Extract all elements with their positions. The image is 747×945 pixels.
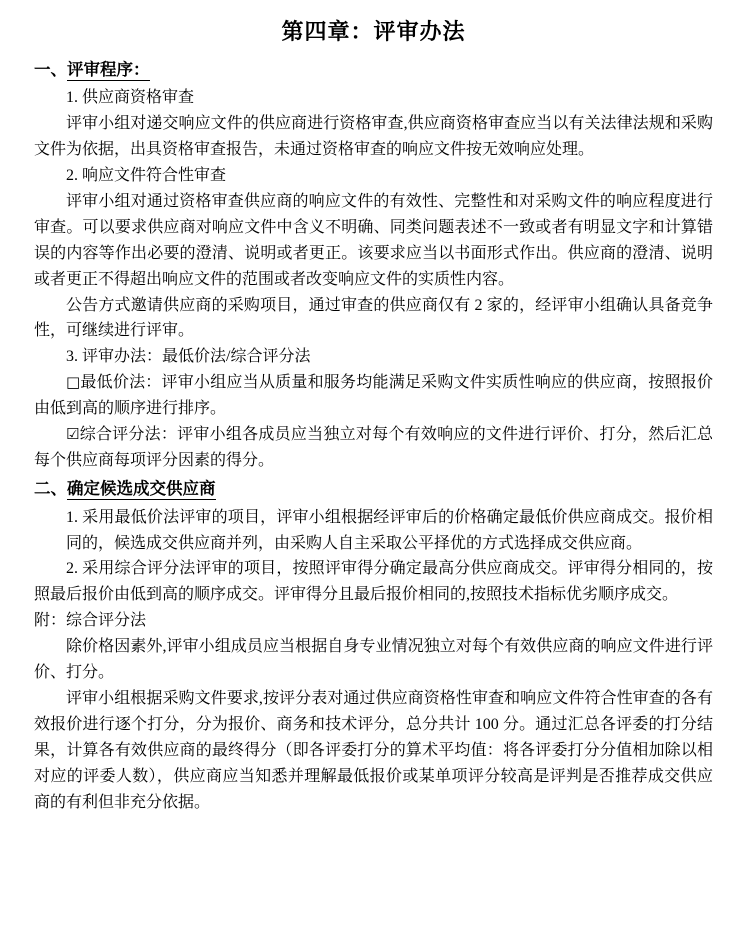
paragraph: 1. 采用最低价法评审的项目，评审小组根据经评审后的价格确定最低价供应商成交。报价相同的，候选成交供应商并列，由采购人自主采取公平择优的方式选择成交供应商。 bbox=[66, 508, 713, 552]
option-lowest-price bbox=[34, 370, 713, 422]
section-1-title: 评审程序： bbox=[67, 59, 150, 79]
paragraph: 评审小组对递交响应文件的供应商进行资格审查,供应商资格审查应当以有关法律法规和采购文件为依据，出具资格审查报告，未通过资格审查的响应文件按无效响应处理。 bbox=[34, 115, 713, 159]
paragraph: 公告方式邀请供应商的采购项目，通过审查的供应商仅有 2 家的，经评审小组确认具备竞争性，可继续进行评审。 bbox=[34, 296, 713, 340]
checkbox-checked-icon[interactable]: ☑ bbox=[66, 425, 80, 444]
paragraph: 除价格因素外,评审小组成员应当根据自身专业情况独立对每个有效供应商的响应文件进行评价、打分。 bbox=[34, 638, 713, 682]
option-lowest-price-text: 最低价法：评审小组应当从质量和服务均能满足采购文件实质性响应的供应商，按照报价由低到高的顺序进行排序。 bbox=[34, 374, 713, 418]
option-comprehensive-score bbox=[34, 422, 713, 474]
paragraph: 评审小组对通过资格审查供应商的响应文件的有效性、完整性和对采购文件的响应程度进行审查。可以要求供应商对响应文件中含义不明确、同类问题表述不一致或者有明显文字和计算错误的内容等作出必要的澄清、说明或者更正。该要求应当以书面形式作出。供应商的澄清、说明或者更正不得超出响应文件的范围或者改变响应文件的实质性内容。 bbox=[34, 192, 713, 288]
page-title: 第四章：评审办法 bbox=[281, 19, 466, 44]
paragraph: 评审小组根据采购文件要求,按评分表对通过供应商资格性审查和响应文件符合性审查的各有效报价进行逐个打分，分为报价、商务和技术评分，总分共计 100 分。通过汇总各评委的打分结果，计算各有效供应商的最终得分（即各评委打分的算术平均值：将各评委打分分值相加除以相对应的评委人数），供应商应当知悉并理解最低报价或某单项评分较高是评判是否推荐成交供应商的有利但非充分依据。 bbox=[34, 689, 713, 811]
checkbox-unchecked-icon[interactable]: □ bbox=[66, 373, 81, 392]
paragraph: 2. 采用综合评分法评审的项目，按照评审得分确定最高分供应商成交。评审得分相同的，按照最后报价由低到高的顺序成交。评审得分且最后报价相同的,按照技术指标优劣顺序成交。 bbox=[34, 560, 713, 604]
section-heading-1 bbox=[34, 57, 713, 84]
option-comprehensive-score-text: 综合评分法：评审小组各成员应当独立对每个有效响应的文件进行评价、打分，然后汇总每个供应商每项评分因素的得分。 bbox=[34, 426, 713, 469]
paragraph: 3. 评审办法：最低价法/综合评分法 bbox=[66, 348, 311, 366]
appendix-label: 附：综合评分法 bbox=[34, 612, 147, 630]
section-1-number: 一、 bbox=[34, 59, 67, 79]
section-2-title: 确定候选成交供应商 bbox=[67, 478, 216, 498]
paragraph: 1. 供应商资格审查 bbox=[66, 89, 195, 107]
section-2-number: 二、 bbox=[34, 478, 67, 498]
paragraph: 2. 响应文件符合性审查 bbox=[66, 167, 227, 185]
section-heading-2 bbox=[34, 476, 713, 503]
